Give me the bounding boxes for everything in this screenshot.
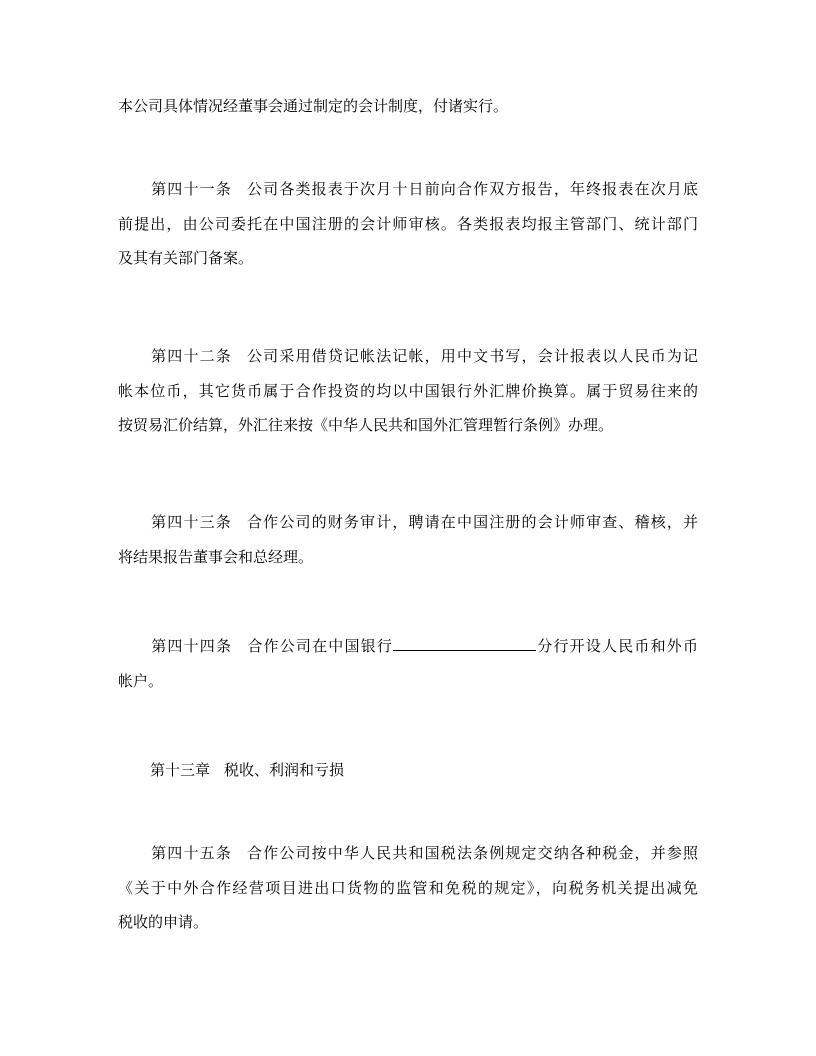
- article-label: 第四十四条: [150, 637, 233, 655]
- paragraph-accounting-system: [118, 89, 698, 124]
- article-label: 第四十三条: [150, 513, 232, 531]
- chapter-heading-line: [118, 753, 698, 788]
- paragraph-line: 及其有关部门备案。: [118, 249, 254, 267]
- paragraph-line: 帐本位币，其它货币属于合作投资的均以中国银行外汇牌价换算。属于贸易往来的: [118, 381, 698, 400]
- article-45: [118, 836, 698, 940]
- article-43: [118, 505, 698, 574]
- paragraph-line: 按贸易汇价结算，外汇往来按《中华人民共和国外汇管理暂行条例》办理。: [118, 416, 614, 434]
- paragraph-line: 第四十四条 合作公司在中国银行 分行开设人民币和外币: [150, 637, 698, 655]
- paragraph-line: 帐户。: [118, 671, 164, 690]
- paragraph-line: 第四十二条 公司采用借贷记帐法记帐，用中文书写，会计报表以人民币为记: [150, 347, 698, 365]
- article-42: [118, 339, 698, 443]
- chapter-13-heading: [118, 753, 698, 788]
- paragraph-line: 税收的申请。: [118, 913, 209, 931]
- paragraph-line: 本公司具体情况经董事会通过制定的会计制度，付诸实行。: [118, 97, 509, 115]
- paragraph-line: 第四十一条 公司各类报表于次月十日前向合作双方报告，年终报表在次月底: [150, 180, 698, 198]
- chapter-label: 第十三章: [150, 761, 211, 779]
- paragraph-line: 《关于中外合作经营项目进出口货物的监管和免税的规定》，向税务机关提出减免: [118, 878, 698, 897]
- bank-branch-blank: [393, 636, 536, 651]
- article-41: [118, 172, 698, 276]
- chapter-title: 税收、利润和亏损: [224, 761, 345, 779]
- article-label: 第四十五条: [150, 844, 232, 862]
- paragraph-line: 将结果报告董事会和总经理。: [118, 547, 314, 566]
- article-label: 第四十一条: [150, 180, 232, 198]
- paragraph-line: 前提出，由公司委托在中国注册的会计师审核。各类报表均报主管部门、统计部门: [118, 214, 698, 233]
- paragraph-line: 第四十五条 合作公司按中华人民共和国税法条例规定交纳各种税金，并参照: [150, 844, 698, 862]
- paragraph-line: 第四十三条 合作公司的财务审计，聘请在中国注册的会计师审查、稽核，并: [150, 513, 698, 531]
- article-44: [118, 629, 698, 698]
- article-label: 第四十二条: [150, 347, 232, 365]
